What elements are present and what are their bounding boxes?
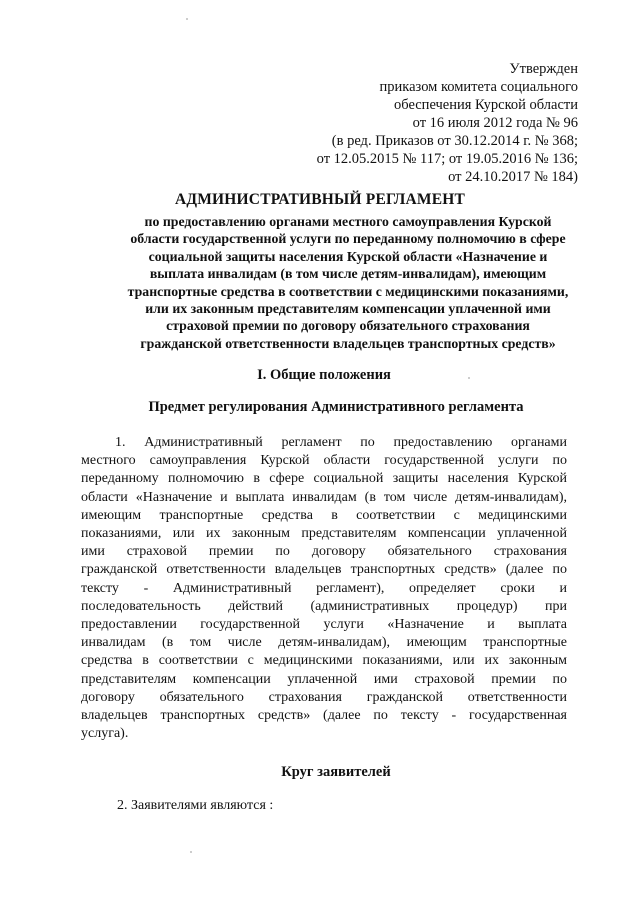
paragraph-line: предоставлении государственной услуги «Назначение и выплата — [81, 617, 567, 633]
approval-line: (в ред. Приказов от 30.12.2014 г. № 368; — [331, 133, 578, 149]
paragraph-line: последовательность действий (административных процедур) при — [81, 598, 567, 614]
document-title: АДМИНИСТРАТИВНЫЙ РЕГЛАМЕНТ — [174, 191, 466, 208]
approval-line: от 24.10.2017 № 184) — [448, 169, 578, 185]
subtitle-line: выплата инвалидам (в том числе детям-инвалидам), имеющим — [149, 266, 547, 282]
paragraph-line: области «Назначение и выплата инвалидам (в том числе детям-инвалидам), — [81, 489, 567, 505]
subtitle-line: страховой премии по договору обязательного страхования — [166, 318, 530, 334]
subtitle-line: области государственной услуги по переданному полномочию в сфере — [130, 231, 566, 247]
paragraph-line: тексту - Административный регламент), определяет сроки и — [81, 580, 567, 596]
subtitle-line: гражданской ответственности владельцев транспортных средств» — [140, 335, 556, 351]
subtitle-line: социальной защиты населения Курской области «Назначение и — [148, 248, 548, 264]
document-subtitle — [108, 213, 588, 352]
paragraph-line: договору обязательного страхования гражданской ответственности — [81, 689, 567, 705]
paragraph-line: 1. Административный регламент по предоставлению органами — [115, 435, 567, 450]
paragraph-1 — [81, 434, 567, 743]
scan-speck — [190, 851, 192, 853]
paragraph-line: показаниями, или их законным представителям компенсации уплаченной — [81, 526, 567, 542]
subtitle-line: по предоставлению органами местного самоуправления Курской — [144, 214, 552, 229]
paragraph-line: гражданской ответственности владельцев транспортных средств» (далее по — [81, 562, 567, 578]
paragraph-line: инвалидам (в том числе детям-инвалидам), имеющим транспортные — [81, 635, 567, 651]
scan-speck — [468, 377, 470, 379]
paragraph-line: имеющим транспортные средства в соответствии с медицинскими — [81, 507, 567, 523]
paragraph-line: владельцев транспортных средств» (далее по тексту - государственная — [81, 708, 567, 724]
paragraph-line: услуга). — [81, 726, 129, 742]
approval-line: от 16 июля 2012 года № 96 — [412, 115, 578, 131]
section-heading-applicants: Круг заявителей — [281, 764, 391, 780]
approval-line: Утвержден — [509, 61, 578, 77]
approval-line: обеспечения Курской области — [394, 97, 578, 113]
section-heading-general: I. Общие положения — [257, 367, 391, 383]
section-heading-subject: Предмет регулирования Административного регламента — [148, 399, 524, 415]
paragraph-line: представителям компенсации уплаченной ими страховой премии по — [81, 671, 567, 687]
paragraph-line: средства в соответствии с медицинскими показаниями, или их законным — [81, 653, 567, 669]
paragraph-line: местного самоуправления Курской области государственной услуги по — [81, 453, 567, 469]
approval-line: приказом комитета социального — [379, 79, 578, 95]
approval-block — [278, 60, 578, 186]
paragraph-line: переданному полномочию в сфере социальной защиты населения Курской — [81, 471, 567, 487]
subtitle-line: или их законным представителям компенсации уплаченной ими — [145, 301, 551, 317]
paragraph-line: ими страховой премии по договору обязательного страхования — [81, 544, 567, 560]
paragraph-2: 2. Заявителями являются : — [117, 798, 274, 813]
approval-line: от 12.05.2015 № 117; от 19.05.2016 № 136; — [316, 151, 578, 167]
subtitle-line: транспортные средства в соответствии с медицинскими показаниями, — [127, 283, 569, 299]
scan-speck — [186, 18, 188, 20]
